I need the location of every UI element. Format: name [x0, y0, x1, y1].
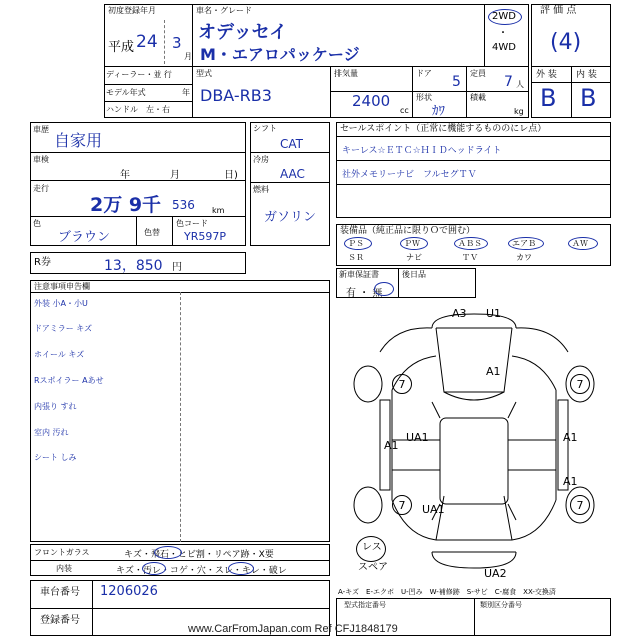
mark-a1-left: A1	[384, 439, 399, 452]
load-label: 積載	[470, 93, 486, 102]
interior-label: 内 装	[576, 70, 597, 80]
car-name-label: 車名・グレード	[196, 6, 252, 15]
cc-unit: cc	[400, 106, 409, 115]
equip-airbag: エアＢ	[512, 239, 536, 248]
note-3: ホイール キズ	[34, 350, 85, 359]
note-2: ドアミラー キズ	[34, 324, 93, 333]
note-6: 室内 汚れ	[34, 428, 69, 437]
mark-a1-right: A1	[563, 431, 578, 444]
inspection-year: 年	[120, 170, 130, 181]
drive-4wd: 4WD	[492, 42, 516, 53]
drive-2wd: 2WD	[492, 11, 516, 22]
fuel-label: 燃料	[253, 185, 269, 194]
sales-point-title: セールスポイント（正常に機能するもののにレ点）	[340, 124, 547, 134]
note-4: Rスポイラー Aあせ	[34, 376, 104, 385]
equip-navi: ナビ	[406, 253, 422, 262]
note-7: シート しみ	[34, 453, 77, 462]
mark-a1-hood: A1	[486, 365, 501, 378]
car-name: オデッセイ	[198, 22, 288, 43]
type-label: 型式	[196, 69, 212, 78]
equip-sr: ＳＲ	[348, 253, 364, 262]
shift-label: シフト	[253, 124, 277, 133]
history: 自家用	[54, 131, 103, 150]
model-year-label: モデル年式	[106, 88, 146, 97]
model-year-unit: 年	[182, 88, 190, 97]
score-label: 評 価 点	[540, 5, 577, 16]
mark-7-rear-left: 7	[392, 495, 412, 515]
equip-leather: カワ	[516, 253, 532, 262]
equipment-title: 装備品（純正品に限りＯで囲む）	[340, 226, 476, 236]
mark-a3: A3	[452, 307, 467, 320]
color-change-label: 色替	[144, 228, 160, 237]
spare-label: スペア	[358, 562, 388, 573]
score: (4)	[550, 30, 582, 55]
dealer-label: ディーラー・並 行	[106, 70, 172, 79]
first-reg-label: 初度登録年月	[108, 6, 156, 15]
mileage-sub: 536	[172, 198, 195, 212]
reg-label: 登録番号	[40, 615, 80, 626]
note-5: 内張り すれ	[34, 402, 77, 411]
notes-title: 注意事項申告欄	[34, 282, 90, 291]
door-label: ドア	[416, 69, 432, 78]
recycle-label: R券	[34, 257, 51, 268]
mileage: 2万 9千	[90, 194, 162, 216]
displacement-label: 排気量	[334, 69, 358, 78]
color: ブラウン	[58, 230, 111, 245]
ac-label: 冷房	[253, 155, 269, 164]
note-1: 外装 小A・小U	[34, 299, 88, 308]
car-grade: M・エアロパッケージ	[200, 45, 360, 64]
ac: AAC	[280, 167, 305, 181]
chassis-label: 車台番号	[40, 587, 80, 598]
mark-ua1-center: UA1	[406, 431, 429, 444]
capacity-label: 定員	[470, 69, 486, 78]
equip-ps: ＰＳ	[348, 239, 364, 248]
month-unit: 月	[184, 52, 192, 61]
chassis: 1206026	[100, 584, 158, 599]
mark-7-front-left: 7	[392, 374, 412, 394]
exterior-label: 外 装	[536, 70, 557, 80]
sales-point-line2: 社外メモリーナビ フルセグＴＶ	[342, 170, 477, 180]
recycle-unit: 円	[172, 262, 182, 273]
shift: CAT	[280, 137, 303, 151]
damage-legend: A-キズ E-エクボ U-凹み W-補修跡 S-サビ C-腐食 XX-交換済	[338, 588, 556, 596]
interior-cond: キズ・汚レ・コゲ・穴・スレ・キレ・破レ	[116, 566, 287, 576]
front-glass-label: フロントガラス	[34, 548, 90, 557]
mark-ua1-rear: UA1	[422, 503, 445, 516]
interior-cond-label: 内装	[56, 564, 72, 573]
capacity: 7	[504, 74, 513, 90]
spare-circle: レス	[362, 542, 382, 553]
mark-a1-rear-right: A1	[563, 475, 578, 488]
color-code-label: 色コード	[176, 219, 208, 228]
inspection-label: 車検	[33, 155, 49, 164]
mark-ua2: UA2	[484, 567, 507, 580]
recycle-amount: 13，850	[104, 258, 163, 274]
doors: 5	[452, 74, 461, 90]
exterior-grade: B	[540, 84, 557, 112]
front-glass: キズ・飛石・ヒビ割・リペア跡・X要	[124, 550, 274, 560]
model-code: DBA-RB3	[200, 86, 272, 105]
inspector-label: 型式指定番号	[344, 601, 386, 609]
drive-dot: ・	[498, 28, 508, 39]
equip-tv: ＴＶ	[462, 253, 478, 262]
mark-7-front-right: 7	[570, 374, 590, 394]
equip-pw: ＰＷ	[404, 239, 420, 248]
inspection-month: 月	[170, 170, 180, 181]
reg-month: 3	[172, 34, 182, 52]
shape-label: 形状	[416, 93, 432, 102]
mark-u1: U1	[486, 307, 502, 320]
handle-label: ハンドル 左・右	[106, 105, 170, 114]
shape: ｶﾜ	[432, 104, 445, 119]
displacement: 2400	[352, 92, 391, 110]
mileage-label: 走行	[33, 184, 49, 193]
color-code: YR597P	[184, 230, 226, 243]
mark-7-rear-right: 7	[570, 495, 590, 515]
class-label: 類別区分番号	[480, 601, 522, 609]
inspection-day: 日)	[224, 170, 238, 181]
sales-point-line1: キーレス☆ＥＴＣ☆ＨＩＤヘッドライト	[342, 146, 502, 156]
interior-grade: B	[580, 84, 597, 112]
era: 平成	[108, 40, 135, 55]
reg-year: 24	[136, 32, 158, 52]
watermark: www.CarFromJapan.com Ref CFJ1848179	[188, 623, 398, 635]
fuel: ガソリン	[264, 210, 317, 225]
capacity-unit: 人	[516, 80, 524, 89]
warranty-label: 新車保証書	[339, 270, 379, 279]
km-unit: km	[212, 206, 225, 215]
warranty-value: 有 ・ 無	[346, 288, 383, 299]
equip-aw: ＡＷ	[572, 239, 588, 248]
history-label: 車歴	[33, 125, 49, 134]
equip-abs: ＡＢＳ	[458, 239, 482, 248]
color-label: 色	[33, 219, 41, 228]
kg-unit: kg	[514, 107, 524, 116]
record-label: 後日品	[402, 270, 426, 279]
